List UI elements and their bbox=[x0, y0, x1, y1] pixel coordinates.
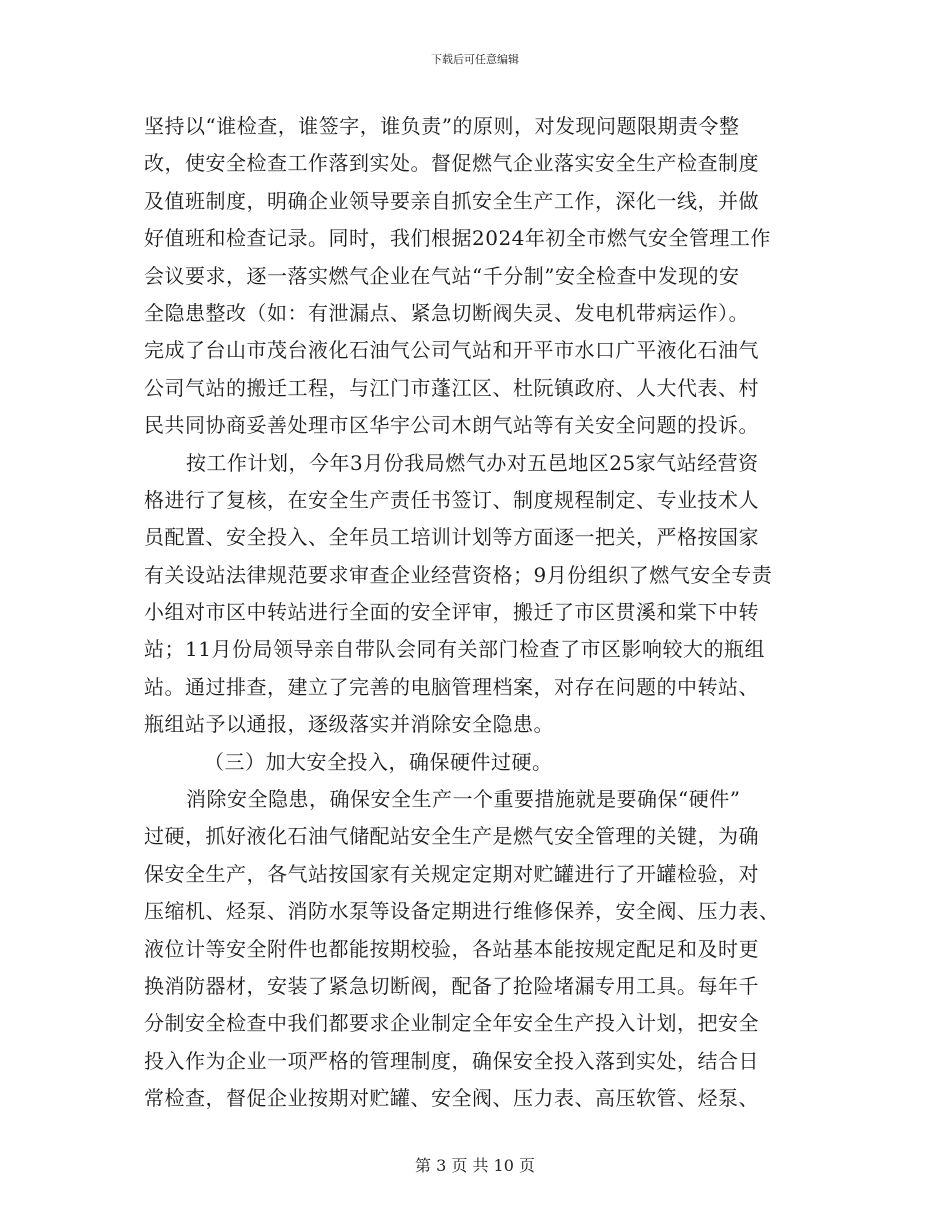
body-line: 站。通过排查，建立了完善的电脑管理档案，对存在问题的中转站、 bbox=[144, 674, 759, 699]
body-line: 常检查，督促企业按期对贮罐、安全阀、压力表、高压软管、烃泵、 bbox=[144, 1086, 759, 1111]
body-line: 会议要求，逐一落实燃气企业在气站“千分制”安全检查中发现的安 bbox=[144, 263, 740, 288]
body-line: 好值班和检查记录。同时，我们根据2024年初全市燃气安全管理工作 bbox=[144, 226, 771, 251]
body-line: 改，使安全检查工作落到实处。督促燃气企业落实安全生产检查制度 bbox=[144, 151, 759, 176]
body-line: 格进行了复核，在安全生产责任书签订、制度规程制定、专业技术人 bbox=[144, 487, 759, 512]
body-line: 小组对市区中转站进行全面的安全评审，搬迁了市区贯溪和棠下中转 bbox=[144, 600, 759, 625]
body-line: 全隐患整改（如：有泄漏点、紧急切断阀失灵、发电机带病运作）。 bbox=[144, 300, 749, 325]
body-line: 保安全生产，各气站按国家有关规定定期对贮罐进行了开罐检验，对 bbox=[144, 861, 759, 886]
body-line: 公司气站的搬迁工程，与江门市蓬江区、杜阮镇政府、人大代表、村 bbox=[144, 375, 759, 400]
page-footer: 第 3 页 共 10 页 bbox=[415, 1156, 535, 1175]
paragraph-start-line: 消除安全隐患，确保安全生产一个重要措施就是要确保“硬件” bbox=[186, 787, 741, 812]
body-line: 分制安全检查中我们都要求企业制定全年安全生产投入计划，把安全 bbox=[144, 1011, 759, 1036]
body-line: 液位计等安全附件也都能按期校验，各站基本能按规定配足和及时更 bbox=[144, 936, 759, 961]
paragraph-start-line: 按工作计划，今年3月份我局燃气办对五邑地区25家气站经营资 bbox=[186, 450, 759, 475]
body-line: 民共同协商妥善处理市区华宇公司木朗气站等有关安全问题的投诉。 bbox=[144, 413, 759, 438]
body-line: 员配置、安全投入、全年员工培训计划等方面逐一把关，严格按国家 bbox=[144, 525, 759, 550]
body-line: 瓶组站予以通报，逐级落实并消除安全隐患。 bbox=[144, 712, 554, 737]
body-line: 压缩机、烃泵、消防水泵等设备定期进行维修保养，安全阀、压力表、 bbox=[144, 899, 780, 924]
body-line: 完成了台山市茂台液化石油气公司气站和开平市水口广平液化石油气 bbox=[144, 338, 759, 363]
body-line: 及值班制度，明确企业领导要亲自抓安全生产工作，深化一线，并做 bbox=[144, 188, 759, 213]
document-body bbox=[144, 108, 814, 1118]
body-line: 换消防器材，安装了紧急切断阀，配备了抢险堵漏专用工具。每年千 bbox=[144, 973, 759, 998]
page-header: 下载后可任意编辑 bbox=[431, 53, 519, 66]
body-line: 投入作为企业一项严格的管理制度，确保安全投入落到实处，结合日 bbox=[144, 1048, 759, 1073]
body-line: 过硬，抓好液化石油气储配站安全生产是燃气安全管理的关键，为确 bbox=[144, 824, 759, 849]
body-line: 坚持以“谁检查，谁签字，谁负责”的原则，对发现问题限期责令整 bbox=[144, 114, 740, 138]
body-line: 站；11月份局领导亲自带队会同有关部门检查了市区影响较大的瓶组 bbox=[144, 637, 765, 662]
body-line: 有关设站法律规范要求审查企业经营资格；9月份组织了燃气安全专责 bbox=[144, 562, 773, 587]
section-heading: （三）加大安全投入，确保硬件过硬。 bbox=[204, 749, 553, 774]
